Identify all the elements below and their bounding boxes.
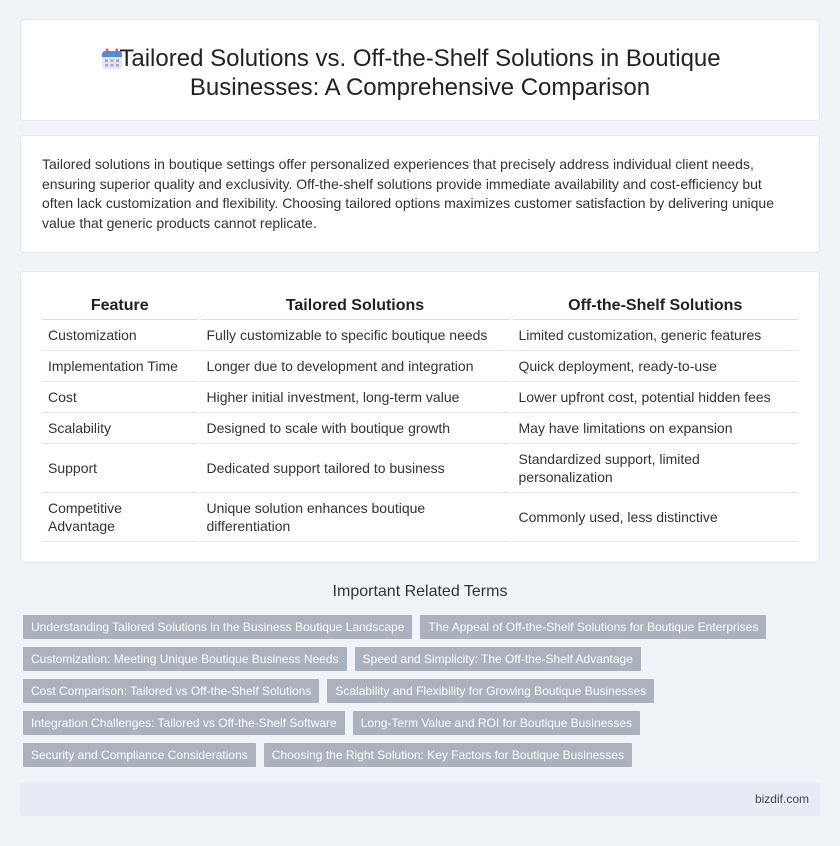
table-cell-off-the-shelf: Limited customization, generic features bbox=[511, 319, 798, 350]
table-cell-tailored: Longer due to development and integration bbox=[199, 350, 511, 381]
header-card bbox=[20, 19, 820, 121]
table-row bbox=[42, 412, 798, 443]
table-cell-tailored: Designed to scale with boutique growth bbox=[199, 412, 511, 443]
footer bbox=[20, 782, 820, 816]
related-term-tag[interactable]: Cost Comparison: Tailored vs Off-the-Shelf Solutions bbox=[23, 679, 319, 703]
table-cell-tailored: Higher initial investment, long-term value bbox=[199, 381, 511, 412]
title-line-1: Tailored Solutions vs. Off-the-Shelf Solutions in Boutique bbox=[119, 45, 721, 72]
table-cell-off-the-shelf: Commonly used, less distinctive bbox=[511, 492, 798, 541]
table-cell-feature: Customization bbox=[42, 319, 199, 350]
table-header-row bbox=[42, 295, 798, 319]
tag-row bbox=[23, 743, 813, 767]
related-term-tag[interactable]: Security and Compliance Considerations bbox=[23, 743, 256, 767]
related-term-tag[interactable]: Choosing the Right Solution: Key Factors for Boutique Businesses bbox=[264, 743, 632, 767]
related-terms-title: Important Related Terms bbox=[332, 583, 508, 600]
table-cell-tailored: Dedicated support tailored to business bbox=[199, 443, 511, 492]
related-term-tag[interactable]: Customization: Meeting Unique Boutique Business Needs bbox=[23, 647, 347, 671]
table-row bbox=[42, 492, 798, 541]
related-term-tag[interactable]: Long-Term Value and ROI for Boutique Businesses bbox=[353, 711, 640, 735]
tag-row bbox=[23, 711, 813, 735]
table-header-tailored: Tailored Solutions bbox=[199, 295, 511, 319]
table-row bbox=[42, 381, 798, 412]
related-term-tag[interactable]: Integration Challenges: Tailored vs Off-the-Shelf Software bbox=[23, 711, 345, 735]
related-term-tag[interactable]: Speed and Simplicity: The Off-the-Shelf Advantage bbox=[355, 647, 641, 671]
table-cell-off-the-shelf: Lower upfront cost, potential hidden fees bbox=[511, 381, 798, 412]
intro-text: Tailored solutions in boutique settings offer personalized experiences that precisely address individual client needs, ensuring superior quality and exclusivity. Off-the-shelf solutions provide immediate availability and cost-efficiency but often lack customization and flexibility. Choosing tailored options maximizes customer satisfaction by delivering unique value that generic products cannot replicate. bbox=[42, 156, 774, 231]
table-cell-tailored: Fully customizable to specific boutique needs bbox=[199, 319, 511, 350]
related-term-tag[interactable]: Scalability and Flexibility for Growing Boutique Businesses bbox=[327, 679, 654, 703]
related-term-tag[interactable]: Understanding Tailored Solutions in the Business Boutique Landscape bbox=[23, 615, 412, 639]
table-cell-tailored: Unique solution enhances boutique differentiation bbox=[199, 492, 511, 541]
comparison-card bbox=[20, 271, 820, 563]
table-cell-feature: Implementation Time bbox=[42, 350, 199, 381]
tag-row bbox=[23, 679, 813, 703]
related-term-tag[interactable]: The Appeal of Off-the-Shelf Solutions for Boutique Enterprises bbox=[420, 615, 766, 639]
table-cell-off-the-shelf: Standardized support, limited personalization bbox=[511, 443, 798, 492]
table-cell-off-the-shelf: Quick deployment, ready-to-use bbox=[511, 350, 798, 381]
table-row bbox=[42, 319, 798, 350]
tag-row bbox=[23, 647, 813, 671]
page-title bbox=[21, 44, 819, 102]
intro-card bbox=[20, 135, 820, 253]
table-cell-feature: Support bbox=[42, 443, 199, 492]
title-line-2: Businesses: A Comprehensive Comparison bbox=[189, 74, 651, 101]
related-terms-list bbox=[23, 615, 813, 775]
table-header-feature: Feature bbox=[42, 295, 199, 319]
table-row bbox=[42, 350, 798, 381]
table-cell-feature: Competitive Advantage bbox=[42, 492, 199, 541]
table-cell-feature: Cost bbox=[42, 381, 199, 412]
tag-row bbox=[23, 615, 813, 639]
table-cell-off-the-shelf: May have limitations on expansion bbox=[511, 412, 798, 443]
table-cell-feature: Scalability bbox=[42, 412, 199, 443]
comparison-table bbox=[42, 295, 798, 542]
footer-site-link[interactable]: bizdif.com bbox=[754, 792, 809, 806]
table-header-off-the-shelf: Off-the-Shelf Solutions bbox=[511, 295, 798, 319]
table-row bbox=[42, 443, 798, 492]
